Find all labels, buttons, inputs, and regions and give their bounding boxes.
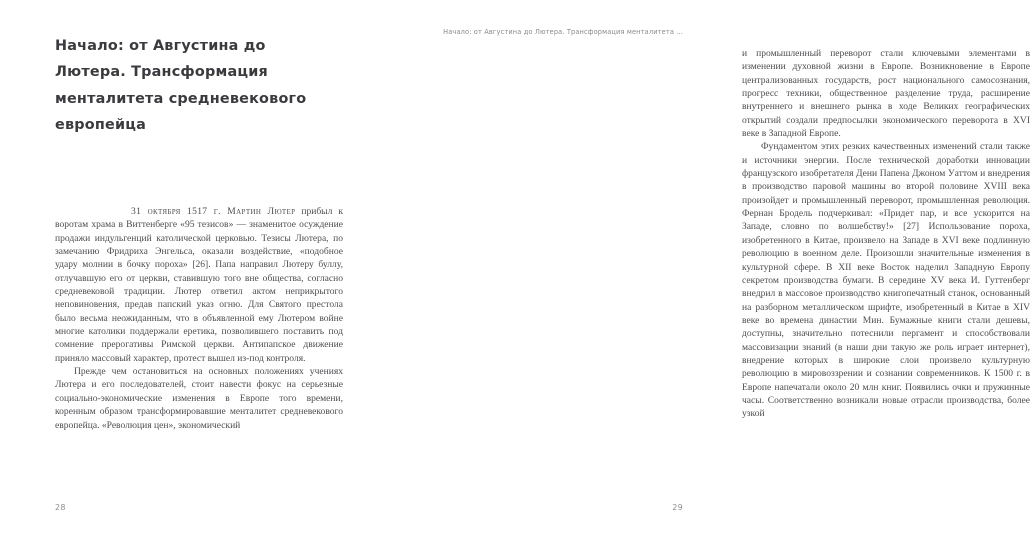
folio-right: 29 <box>672 503 683 512</box>
paragraph <box>55 205 343 365</box>
right-page-body <box>742 47 1030 421</box>
right-page <box>360 0 1030 540</box>
paragraph: и промышленный переворот стали ключевыми элементами в изменении духовной жизни в Европе. Возникновение в Европе централизованных государств, рост национального самосознания, прогресс техники, общественное разделение труда, расширение внутреннего и внешнего рынка в ходе Великих географических открытий создали предпосылки экономического переворота в XVI веке в Западной Европе. <box>742 48 1030 140</box>
folio-left: 28 <box>55 503 66 512</box>
page-title: Начало: от Августина до Лютера. Трансформация менталитета средневекового европейца <box>55 38 307 134</box>
paragraph: Прежде чем остановиться на основных положениях учениях Лютера и его последователей, стоит навести фокус на серьезные социально-экономические изменения в Европе того времени, коренным образом трансформировавшие менталитет средневекового европейца. «Революция цен», экономический <box>55 366 343 431</box>
paragraph: Фундаментом этих резких качественных изменений стали также и источники энергии. После технической доработки инновации французского изобретателя Дени Папена Джоном Уаттом и внедрения в производство паровой машины во второй половине XVIII века произойдет и промышленный переворот, промышленная революция. Фернан Бродель подчеркивал: «Придет пар, и все ускорится на Западе, словно по волшебству!» [27] Использование пороха, изобретенного в Китае, произвело на Западе в XVI веке подлинную революцию в военном деле. Произошли значительные изменения в культурной сфере. В XII веке Восток наделил Западную Европу секретом производства бумаги. В середине XV века И. Гуттенберг внедрил в массовое производство книгопечатный станок, основанный на разборном металлическом шрифте, изобретенный в Китае в XIV веке во времена династии Мин. Бумажные книги стали дешевы, доступны, значительно потеснили пергамент и способствовали массовизации знаний (в наши дни такую же роль играет интернет), внедрение которых в широкие слои произвело культурную революцию в мировоззрении и сознании современников. К 1500 г. в Европе напечатали около 20 млн книг. Появились очки и пружинные часы. Соответственно возникали новые отрасли производства, более узкой <box>742 141 1030 420</box>
left-page <box>0 0 360 540</box>
paragraph-text: прибыл к воротам храма в Виттенберге «95 тезисов» — знаменитое осуждение продажи индульгенций католической церковью. Тезисы Лютера, по замечанию Фридриха Энгельса, оказали воздействие, «подобное удару молнии в бочку пороха» [26]. Папа направил Лютеру буллу, отлучавшую его от церкви, ставившую того вне общества, согласно средневековой традиции. Лютер ответил актом неприкрытого неповиновения, предав папский указ огню. Для Святого престола было весьма неожиданным, что в объявленной ему Лютером войне многие католики поддержали еретика, позволившего поставить под сомнение прерогативы Римской церкви. Антипапское движение приняло массовый характер, протест вышел из-под контроля. <box>55 206 343 364</box>
running-head: Начало: от Августина до Лютера. Трансформация менталитета ... <box>443 28 683 36</box>
left-page-body <box>55 205 343 432</box>
lead-smallcaps: 31 октября 1517 г. Мартин Лютер <box>131 206 296 217</box>
